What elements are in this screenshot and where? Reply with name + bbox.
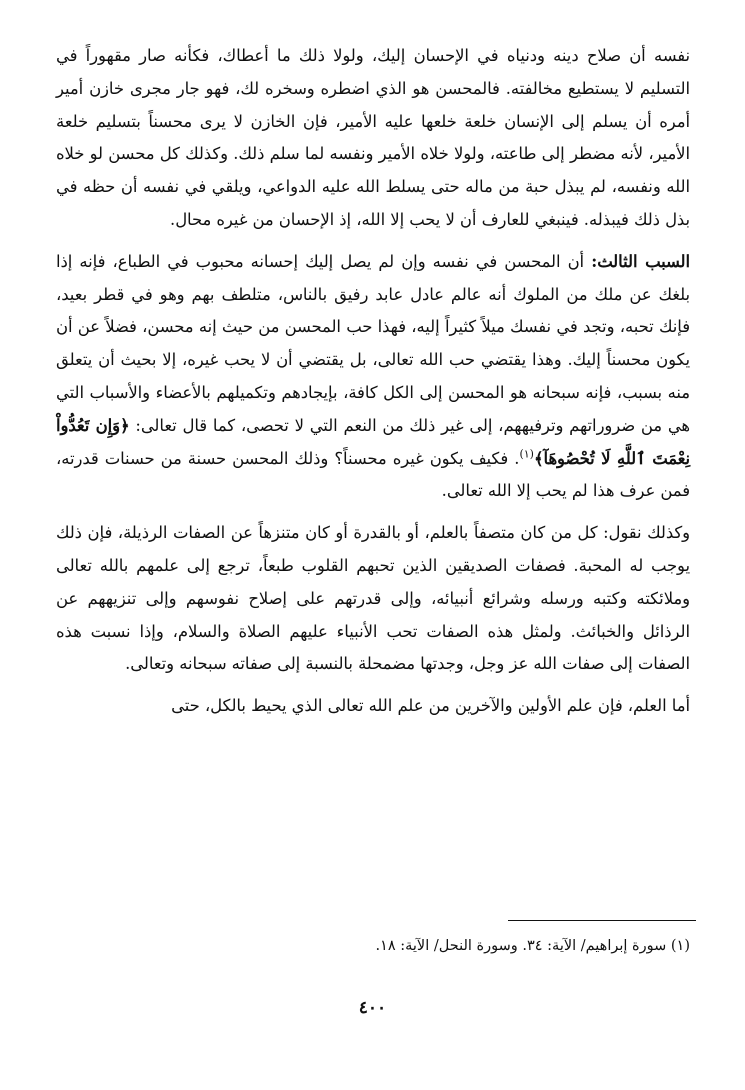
quran-verse: ﴿وَإِن تَعُدُّواْ نِعْمَتَ ٱللَّهِ لَا تُحْصُوهَآ﴾ [56, 415, 690, 468]
main-text [56, 40, 690, 723]
paragraph-2 [56, 246, 690, 508]
footnote: (١) سورة إبراهيم/ الآية: ٣٤. وسورة النحل/ الآية: ١٨. [375, 938, 690, 954]
page-number: ٤٠٠ [358, 998, 387, 1018]
section-heading: السبب الثالث: [591, 251, 690, 271]
paragraph-2-text: أن المحسن في نفسه وإن لم يصل إليك إحسانه محبوب في الطباع، فإنه إذا بلغك عن ملك من الملوك أنه عالم عادل عابد رفيق بالناس، متلطف بهم وهو في قطر بعيد، فإنك تحبه، وتجد في نفسك ميلاً كثيراً إليه، فهذا حب المحسن من حيث إنه محسن، فضلاً عن أن يكون محسناً إليك. وهذا يقتضي حب الله تعالى، بل يقتضي أن لا يحب غيره، إلا بحيث أن يتعلق منه بسبب، فإنه سبحانه هو المحسن إلى الكل كافة، بإيجادهم وتكميلهم بالأعضاء والأسباب التي هي من ضروراتهم وترفيههم، إلى غير ذلك من النعم التي لا تحصى، كما قال تعالى: [56, 251, 690, 435]
paragraph-2-tail: . فكيف يكون غيره محسناً؟ وذلك المحسن حسنة من حسنات قدرته، فمن عرف هذا لم يحب إلا الله تعالى. [56, 448, 690, 501]
paragraph-4: أما العلم، فإن علم الأولين والآخرين من علم الله تعالى الذي يحيط بالكل، حتى [171, 696, 690, 716]
footnote-marker: (١) [519, 447, 534, 461]
paragraph-1: نفسه أن صلاح دينه ودنياه في الإحسان إليك، ولولا ذلك ما أعطاك، فكأنه صار مقهوراً في التسليم لا يستطيع مخالفته. فالمحسن هو الذي اضطره وسخره لك، فهو جار مجرى خازن أمير أمره أن يسلم إلى الإنسان خلعة خلعها عليه الأمير، فإن الخازن لا يرى محسناً بتسليم خلعة الأمير، لأنه مضطر إلى طاعته، ولولا خلاه الأمير ونفسه لما سلم ذلك. وكذلك كل محسن لو خلاه الله ونفسه، لم يبذل حبة من ماله حتى يسلط الله عليه الدواعي، ويلقي في نفسه أن حظه في بذل ذلك فيبذله. فينبغي للعارف أن لا يحب إلا الله، إذ الإحسان من غيره محال. [56, 46, 690, 229]
paragraph-3: وكذلك نقول: كل من كان متصفاً بالعلم، أو بالقدرة أو كان متنزهاً عن الصفات الرذيلة، فإن ذلك يوجب له المحبة. فصفات الصديقين الذين تحبهم القلوب طبعاً، ترجع إلى علمهم بالله تعالى وملائكته وكتبه ورسله وشرائع أنبيائه، وإلى قدرتهم على إصلاح نفوسهم وإلى تنزيههم عن الرذائل والخبائث. ولمثل هذه الصفات تحب الأنبياء عليهم الصلاة والسلام، وإذا نسبت هذه الصفات إلى صفات الله عز وجل، وجدتها مضمحلة بالنسبة إلى صفاته سبحانه وتعالى. [56, 523, 690, 674]
footnote-divider [508, 920, 696, 921]
